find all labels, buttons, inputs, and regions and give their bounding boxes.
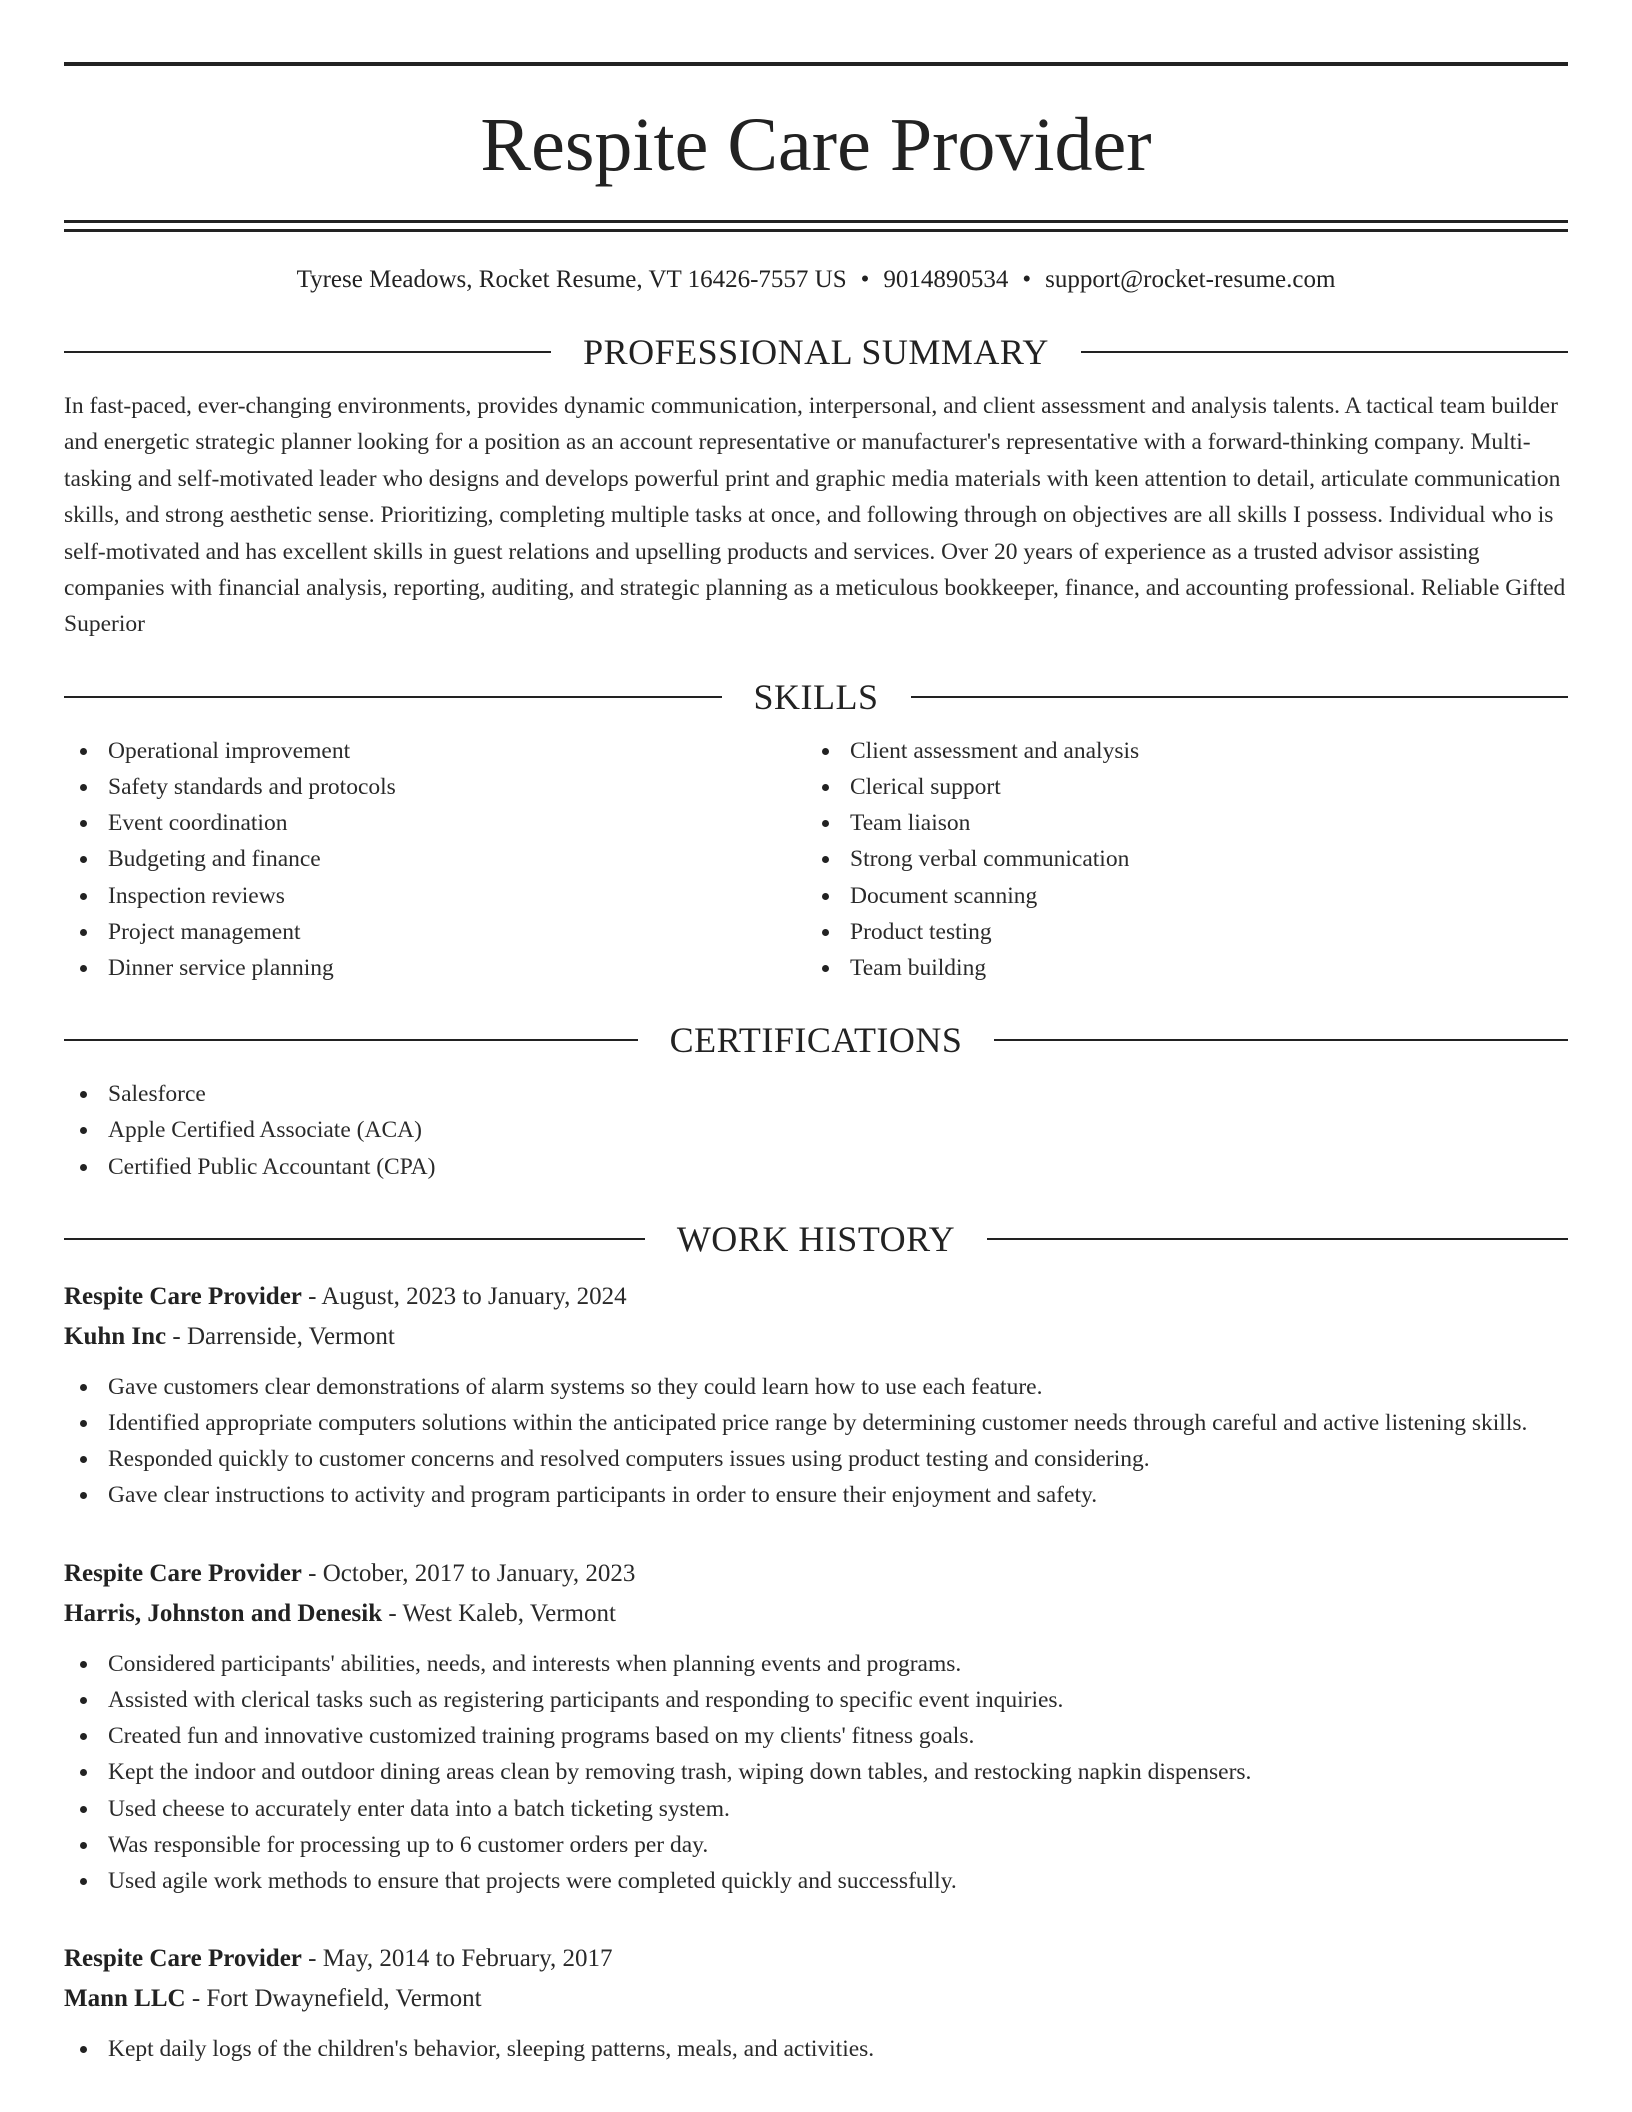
certification-item: Salesforce xyxy=(64,1076,1568,1112)
job-title: Respite Care Provider xyxy=(64,1945,302,1973)
job-location: - Fort Dwaynefield, Vermont xyxy=(185,1985,482,2013)
skills-list-left xyxy=(64,733,806,986)
job-company-line xyxy=(64,1317,1568,1357)
skill-item: Team liaison xyxy=(806,805,1548,841)
job-dates: - October, 2017 to January, 2023 xyxy=(301,1559,636,1587)
skill-item: Project management xyxy=(64,914,806,950)
job-company-line xyxy=(64,1594,1568,1634)
job-company: Kuhn Inc xyxy=(64,1322,167,1350)
job-bullet: Gave clear instructions to activity and program participants in order to ensure their enjoyment and safety. xyxy=(64,1477,1568,1513)
skill-item: Clerical support xyxy=(806,769,1548,805)
job-bullet: Kept daily logs of the children's behavior, sleeping patterns, meals, and activities. xyxy=(64,2031,1568,2067)
job-bullet: Considered participants' abilities, needs, and interests when planning events and programs. xyxy=(64,1646,1568,1682)
job-location: - Darrenside, Vermont xyxy=(166,1322,395,1350)
skill-item: Client assessment and analysis xyxy=(806,733,1548,769)
contact-phone: 9014890534 xyxy=(883,266,1009,293)
job-company-line xyxy=(64,1979,1568,2019)
job-dates: - August, 2023 to January, 2024 xyxy=(301,1282,627,1310)
contact-address: Tyrese Meadows, Rocket Resume, VT 16426-7557 US xyxy=(296,266,847,293)
section-title-work-history: WORK HISTORY xyxy=(676,1218,956,1259)
skill-item: Team building xyxy=(806,950,1548,986)
job-entry xyxy=(64,1554,1568,1899)
skill-item: Budgeting and finance xyxy=(64,841,806,877)
section-title-skills: SKILLS xyxy=(753,676,879,717)
section-title-summary: PROFESSIONAL SUMMARY xyxy=(583,332,1049,372)
job-bullet: Identified appropriate computers solutions within the anticipated price range by determining customer needs through careful and active listening skills. xyxy=(64,1405,1568,1441)
skill-item: Operational improvement xyxy=(64,733,806,769)
job-entry xyxy=(64,1939,1568,2067)
section-rule-right xyxy=(994,1039,1568,1041)
job-bullets xyxy=(64,1369,1568,1514)
job-bullet: Assisted with clerical tasks such as registering participants and responding to specific event inquiries. xyxy=(64,1682,1568,1718)
contact-separator: • xyxy=(1022,266,1032,293)
job-dates: - May, 2014 to February, 2017 xyxy=(301,1945,613,1973)
summary-text: In fast-paced, ever-changing environments, provides dynamic communication, interpersonal, and client assessment and analysis talents. A tactical team builder and energetic strategic planner looking for a position as an account representative or manufacturer's representative with a forward-thinking company. Multi-tasking and self-motivated leader who designs and develops powerful print and graphic media materials with keen attention to detail, articulate communication skills, and strong aesthetic sense. Prioritizing, completing multiple tasks at once, and following through on objectives are all skills I possess. Individual who is self-motivated and has excellent skills in guest relations and upselling products and services. Over 20 years of experience as a trusted advisor assisting companies with financial analysis, reporting, auditing, and strategic planning as a meticulous bookkeeper, finance, and accounting professional. Reliable Gifted Superior xyxy=(64,393,1566,638)
job-title: Respite Care Provider xyxy=(64,1559,302,1587)
job-company: Harris, Johnston and Denesik xyxy=(64,1599,383,1627)
section-rule-left xyxy=(64,1039,638,1041)
top-rule xyxy=(64,62,1568,66)
job-company: Mann LLC xyxy=(64,1985,186,2013)
job-title: Respite Care Provider xyxy=(64,1282,302,1310)
job-title-line xyxy=(64,1277,1568,1317)
job-bullet: Used cheese to accurately enter data into a batch ticketing system. xyxy=(64,1791,1568,1827)
skill-item: Event coordination xyxy=(64,805,806,841)
job-bullet: Used agile work methods to ensure that projects were completed quickly and successfully. xyxy=(64,1863,1568,1899)
job-bullet: Was responsible for processing up to 6 customer orders per day. xyxy=(64,1827,1568,1863)
job-title-line xyxy=(64,1554,1568,1594)
job-bullet: Responded quickly to customer concerns and resolved computers issues using product testing and considering. xyxy=(64,1441,1568,1477)
section-header-certifications xyxy=(64,1016,1568,1064)
section-rule-right xyxy=(987,1238,1568,1240)
skills-columns xyxy=(64,733,1568,986)
skill-item: Inspection reviews xyxy=(64,878,806,914)
job-bullets xyxy=(64,1646,1568,1899)
job-location: - West Kaleb, Vermont xyxy=(382,1599,616,1627)
skill-item: Dinner service planning xyxy=(64,950,806,986)
job-entry xyxy=(64,1277,1568,1514)
section-header-summary xyxy=(64,328,1568,376)
certification-item: Apple Certified Associate (ACA) xyxy=(64,1112,1568,1148)
section-rule-left xyxy=(64,1238,645,1240)
job-bullet: Kept the indoor and outdoor dining areas clean by removing trash, wiping down tables, and restocking napkin dispensers. xyxy=(64,1754,1568,1790)
job-title-line xyxy=(64,1939,1568,1979)
skill-item: Strong verbal communication xyxy=(806,841,1548,877)
skill-item: Document scanning xyxy=(806,878,1548,914)
job-bullet: Gave customers clear demonstrations of alarm systems so they could learn how to use each feature. xyxy=(64,1369,1568,1405)
section-rule-right xyxy=(911,696,1569,698)
skill-item: Product testing xyxy=(806,914,1548,950)
contact-line xyxy=(64,262,1568,298)
section-header-skills xyxy=(64,673,1568,721)
contact-separator: • xyxy=(860,266,870,293)
section-rule-right xyxy=(1081,351,1568,353)
section-header-work-history xyxy=(64,1215,1568,1263)
job-bullet: Created fun and innovative customized training programs based on my clients' fitness goals. xyxy=(64,1718,1568,1754)
resume-title: Respite Care Provider xyxy=(480,103,1152,187)
title-double-rule xyxy=(64,220,1568,232)
certifications-list xyxy=(64,1076,1568,1185)
section-rule-left xyxy=(64,351,551,353)
section-rule-left xyxy=(64,696,722,698)
skills-list-right xyxy=(806,733,1548,986)
section-title-certifications: CERTIFICATIONS xyxy=(669,1020,963,1061)
skill-item: Safety standards and protocols xyxy=(64,769,806,805)
job-bullets xyxy=(64,2031,1568,2067)
contact-email: support@rocket-resume.com xyxy=(1045,266,1336,293)
certification-item: Certified Public Accountant (CPA) xyxy=(64,1149,1568,1185)
